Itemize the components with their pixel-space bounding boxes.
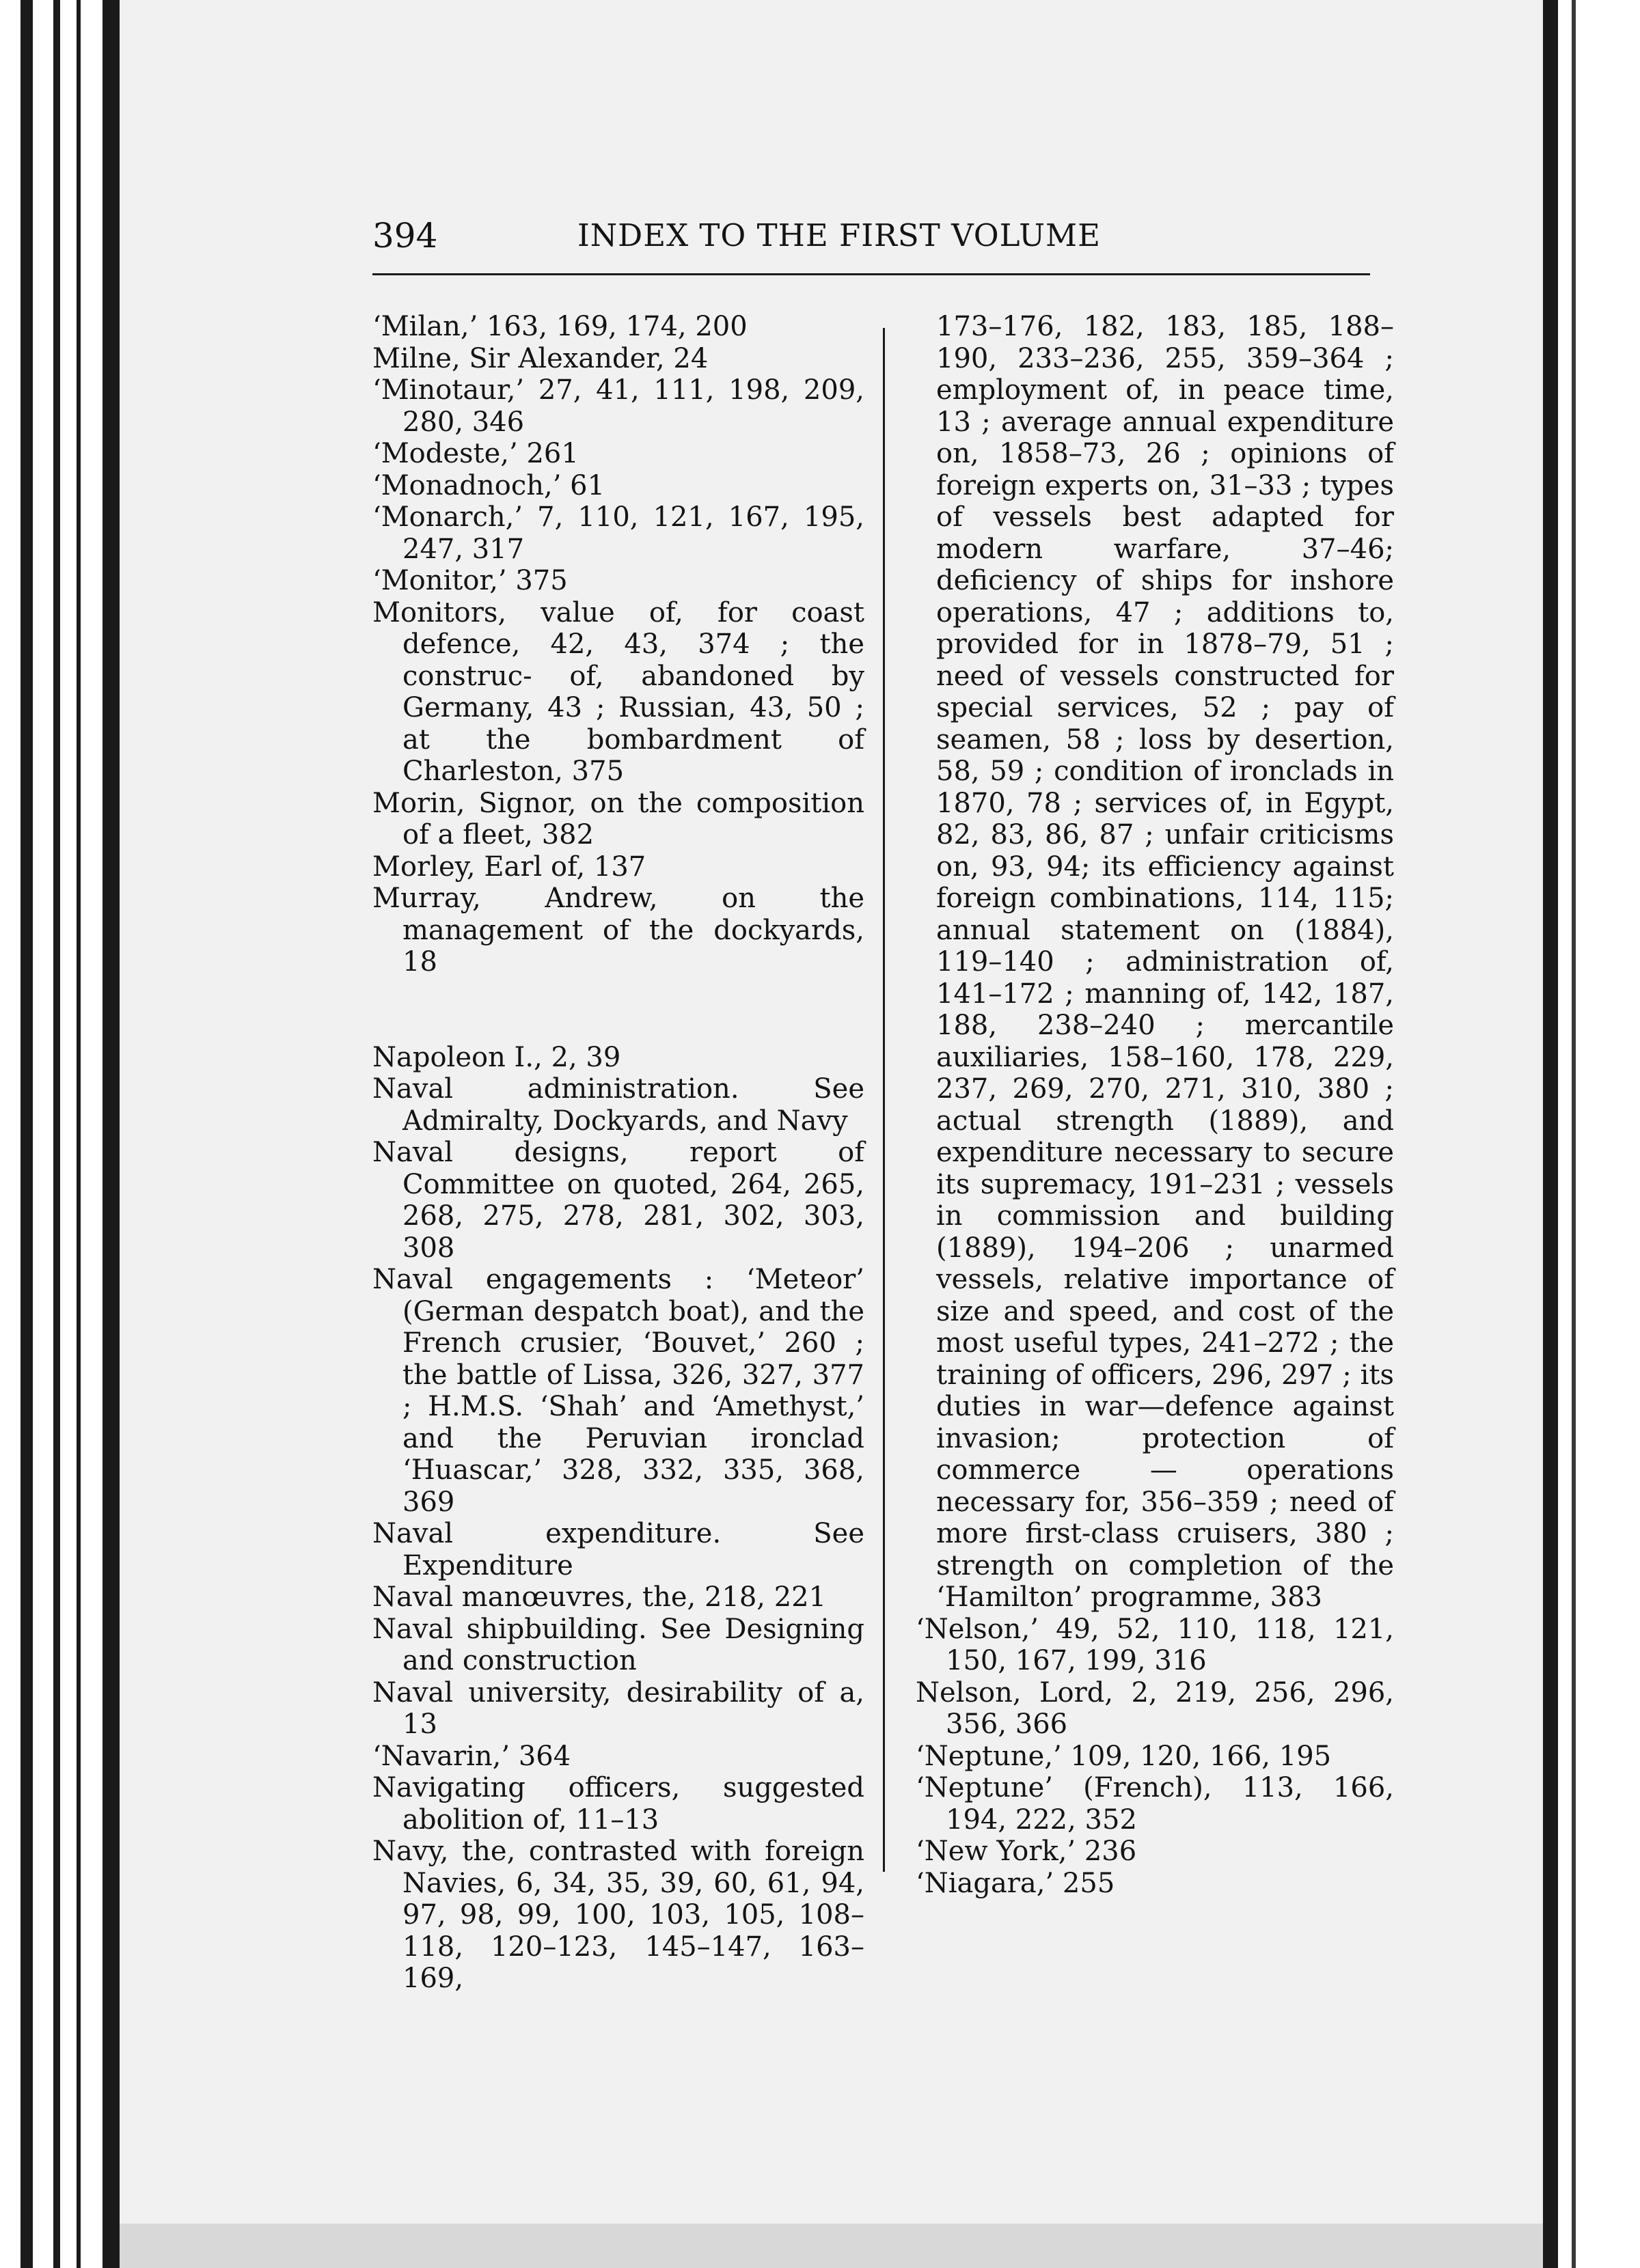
- index-entry: Milne, Sir Alexander, 24: [372, 342, 709, 374]
- header-rule: [372, 273, 1370, 275]
- index-entry: Naval manœuvres, the, 218, 221: [372, 1581, 827, 1613]
- index-entry: Napoleon I., 2, 39: [372, 1041, 621, 1073]
- index-entry: ‘Neptune,’ 109, 120, 166, 195: [916, 1740, 1332, 1772]
- index-entry: Navy, the, contrasted with foreign Navies, 6, 34, 35, 39, 60, 61, 94, 97, 98, 99, 100, 103, 105, 108–118, 120–123, 145–147, 163–169,: [372, 1836, 864, 1994]
- index-entry: Naval designs, report of Committee on quoted, 264, 265, 268, 275, 278, 281, 302, 303, 308: [372, 1137, 864, 1264]
- index-entry: ‘Monadnoch,’ 61: [372, 469, 605, 501]
- index-entry: Murray, Andrew, on the management of the dockyards, 18: [372, 883, 864, 978]
- index-entry: ‘Monitor,’ 375: [372, 565, 568, 596]
- page-header: [372, 212, 1370, 260]
- index-entry: Navigating officers, suggested abolition of, 11–13: [372, 1772, 864, 1836]
- index-entry: Naval administration. See Admiralty, Dockyards, and Navy: [372, 1073, 864, 1137]
- index-entry: Naval expenditure. See Expenditure: [372, 1518, 864, 1581]
- index-entry: ‘Neptune’ (French), 113, 166, 194, 222, 352: [916, 1772, 1394, 1836]
- index-entry: ‘Milan,’ 163, 169, 174, 200: [372, 311, 748, 342]
- scan-edge-right-1: [1543, 0, 1558, 2268]
- index-entry: ‘Nelson,’ 49, 52, 110, 118, 121, 150, 167, 199, 316: [916, 1613, 1394, 1676]
- index-entry: Naval engagements : ‘Meteor’ (German despatch boat), and the French crusier, ‘Bouvet,’ 260 ; the battle of Lissa, 326, 327, 377 ; H.M.S. ‘Shah’ and ‘Amethyst,’ and the Peruvian ironclad ‘Huascar,’ 328, 332, 335, 368, 369: [372, 1264, 864, 1518]
- scan-edge-left-1: [20, 0, 33, 2268]
- index-column-right: [916, 311, 1394, 1899]
- page-number: 394: [372, 216, 438, 255]
- index-column-left: [372, 311, 864, 1995]
- scan-edge-left-3: [77, 0, 81, 2268]
- index-entry: ‘Niagara,’ 255: [916, 1867, 1115, 1899]
- index-entry: ‘New York,’ 236: [916, 1836, 1137, 1867]
- column-divider: [883, 328, 885, 1872]
- index-entry: Monitors, value of, for coast defence, 42, 43, 374 ; the construc- of, abandoned by Germany, 43 ; Russian, 43, 50 ; at the bombardment of Charleston, 375: [372, 596, 864, 787]
- index-entry: Morley, Earl of, 137: [372, 850, 646, 883]
- index-entry: Nelson, Lord, 2, 219, 256, 296, 356, 366: [916, 1676, 1394, 1740]
- running-head: INDEX TO THE FIRST VOLUME: [577, 217, 1101, 253]
- scan-edge-right-2: [1572, 0, 1576, 2268]
- scan-edge-left-2: [53, 0, 60, 2268]
- index-entry: Naval shipbuilding. See Designing and construction: [372, 1613, 864, 1676]
- index-entry-continued: 173–176, 182, 183, 185, 188–190, 233–236, 255, 359–364 ; employment of, in peace time, 13 ; average annual expenditure on, 1858–73, 26 ; opinions of foreign experts on, 31–33 ; types of vessels best adapted for modern warfare, 37–46; deficiency of ships for inshore operations, 47 ; additions to, provided for in 1878–79, 51 ; need of vessels constructed for special services, 52 ; pay of seamen, 58 ; loss by desertion, 58, 59 ; condition of ironclads in 1870, 78 ; services of, in Egypt, 82, 83, 86, 87 ; unfair criticisms on, 93, 94; its efficiency against foreign combinations, 114, 115; annual statement on (1884), 119–140 ; administration of, 141–172 ; manning of, 142, 187, 188, 238–240 ; mercantile auxiliaries, 158–160, 178, 229, 237, 269, 270, 271, 310, 380 ; actual strength (1889), and expenditure necessary to secure its supremacy, 191–231 ; vessels in commission and building (1889), 194–206 ; unarmed vessels, relative importance of size and speed, and cost of the most useful types, 241–272 ; the training of officers, 296, 297 ; its duties in war—defence against invasion; protection of commerce — operations necessary for, 356–359 ; need of more first-class cruisers, 380 ; strength on completion of the ‘Hamilton’ programme, 383: [936, 311, 1394, 1613]
- index-entry: Morin, Signor, on the composition of a fleet, 382: [372, 787, 864, 850]
- index-entry: Naval university, desirability of a, 13: [372, 1676, 864, 1740]
- index-entry: ‘Monarch,’ 7, 110, 121, 167, 195, 247, 317: [372, 501, 864, 565]
- index-entry: ‘Navarin,’ 364: [372, 1740, 571, 1772]
- index-entry: ‘Minotaur,’ 27, 41, 111, 198, 209, 280, 346: [372, 374, 864, 438]
- scan-edge-left-4: [102, 0, 120, 2268]
- index-entry: ‘Modeste,’ 261: [372, 438, 579, 469]
- scan-bottom-strip: [120, 2224, 1543, 2268]
